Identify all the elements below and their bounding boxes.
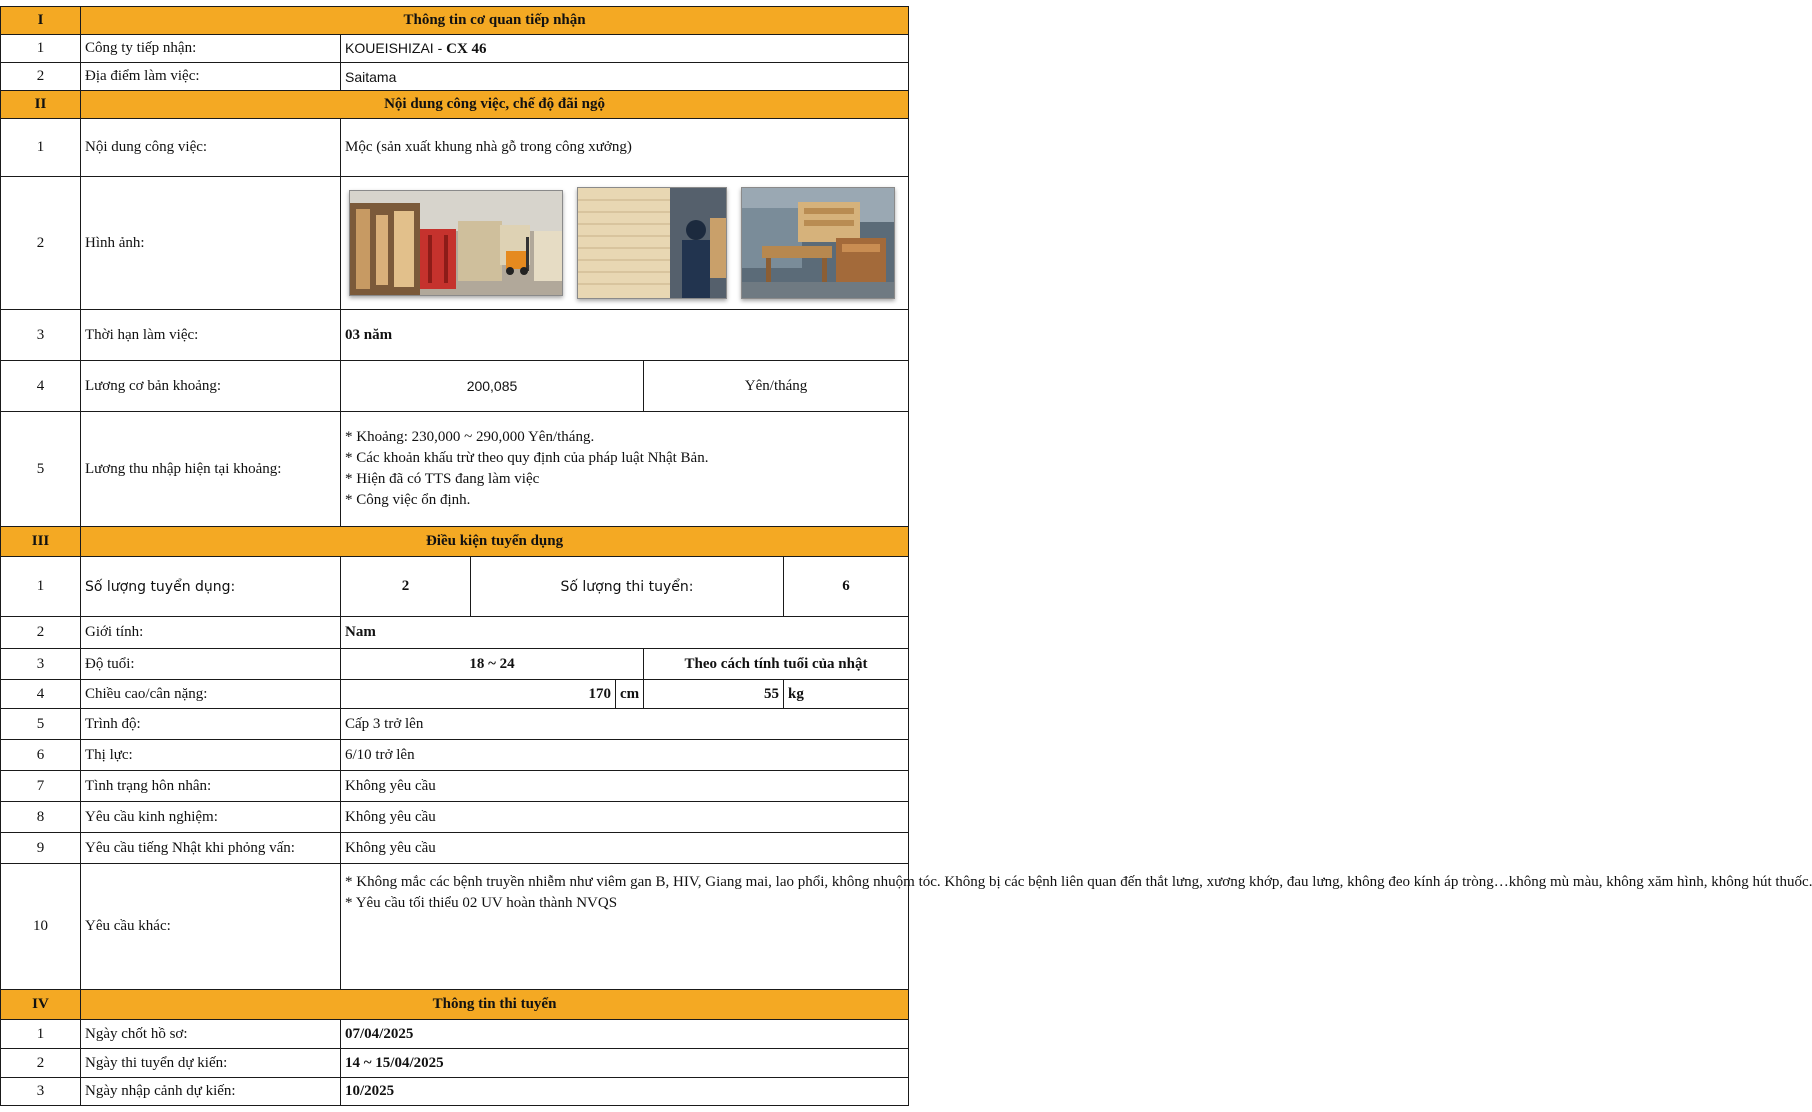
section-number: IV bbox=[1, 990, 81, 1020]
table-row bbox=[1, 680, 909, 709]
table-row bbox=[1, 119, 909, 177]
row-number: 7 bbox=[1, 771, 81, 802]
table-row bbox=[1, 864, 909, 990]
company-code: CX 46 bbox=[446, 40, 487, 57]
work-location-value: Saitama bbox=[341, 63, 909, 91]
row-label: Yêu cầu tiếng Nhật khi phỏng vấn: bbox=[81, 833, 341, 864]
row-number: 2 bbox=[1, 63, 81, 91]
weight-unit: kg bbox=[784, 680, 909, 709]
row-number: 3 bbox=[1, 649, 81, 680]
row-label: Tình trạng hôn nhân: bbox=[81, 771, 341, 802]
row-label: Độ tuổi: bbox=[81, 649, 341, 680]
company-value bbox=[341, 35, 909, 63]
income-details bbox=[341, 412, 909, 527]
table-row bbox=[1, 557, 909, 617]
other-requirements bbox=[341, 864, 1812, 990]
photo-strip bbox=[345, 187, 904, 299]
exam-count-value: 6 bbox=[784, 557, 909, 617]
section-header-4 bbox=[1, 990, 909, 1020]
woodshop-photo bbox=[741, 187, 895, 299]
table-row bbox=[1, 771, 909, 802]
table-row bbox=[1, 35, 909, 63]
row-label: Trình độ: bbox=[81, 709, 341, 740]
table-row bbox=[1, 1049, 909, 1078]
deadline-value: 07/04/2025 bbox=[341, 1020, 909, 1049]
factory-forklift-photo bbox=[349, 190, 563, 296]
row-label: Ngày thi tuyển dự kiến: bbox=[81, 1049, 341, 1078]
row-label: Số lượng tuyển dụng: bbox=[81, 557, 341, 617]
requirement-line: * Không mắc các bệnh truyền nhiễm như viêm gan B, HIV, Giang mai, lao phổi, không nhuộm tóc. Không bị các bệnh liên quan đến thắt lưng, xương khớp, đau lưng, không đeo kính áp tròng…không mù màu, không xăm hình, không hút thuốc. bbox=[345, 874, 1812, 890]
job-description-value: Mộc (sản xuất khung nhà gỗ trong công xưởng) bbox=[341, 119, 909, 177]
education-value: Cấp 3 trở lên bbox=[341, 709, 909, 740]
section-number: III bbox=[1, 527, 81, 557]
section-header-2 bbox=[1, 91, 909, 119]
exam-date-value: 14 ~ 15/04/2025 bbox=[341, 1049, 909, 1078]
section-title: Thông tin cơ quan tiếp nhận bbox=[81, 7, 909, 35]
vision-value: 6/10 trở lên bbox=[341, 740, 909, 771]
row-number: 2 bbox=[1, 617, 81, 649]
table-row bbox=[1, 649, 909, 680]
exam-count-label: Số lượng thi tuyển: bbox=[471, 557, 784, 617]
row-number: 1 bbox=[1, 35, 81, 63]
income-line: * Các khoản khấu trừ theo quy định của pháp luật Nhật Bản. bbox=[345, 450, 709, 466]
height-value: 170 bbox=[341, 680, 616, 709]
section-number: II bbox=[1, 91, 81, 119]
row-number: 2 bbox=[1, 177, 81, 310]
recruit-count-value: 2 bbox=[341, 557, 471, 617]
table-row bbox=[1, 617, 909, 649]
row-number: 5 bbox=[1, 709, 81, 740]
income-line: * Hiện đã có TTS đang làm việc bbox=[345, 471, 540, 487]
row-label: Chiều cao/cân nặng: bbox=[81, 680, 341, 709]
row-number: 4 bbox=[1, 361, 81, 412]
row-label: Địa điểm làm việc: bbox=[81, 63, 341, 91]
income-line: * Khoảng: 230,000 ~ 290,000 Yên/tháng. bbox=[345, 429, 595, 445]
table-row bbox=[1, 361, 909, 412]
japanese-value: Không yêu cầu bbox=[341, 833, 909, 864]
row-label: Ngày nhập cảnh dự kiến: bbox=[81, 1078, 341, 1106]
base-salary-value: 200,085 bbox=[341, 361, 644, 412]
row-number: 2 bbox=[1, 1049, 81, 1078]
table-row bbox=[1, 802, 909, 833]
gender-value: Nam bbox=[341, 617, 909, 649]
row-label: Ngày chốt hồ sơ: bbox=[81, 1020, 341, 1049]
section-title: Nội dung công việc, chế độ đãi ngộ bbox=[81, 91, 909, 119]
row-number: 3 bbox=[1, 310, 81, 361]
row-number: 10 bbox=[1, 864, 81, 990]
marital-value: Không yêu cầu bbox=[341, 771, 909, 802]
lumber-worker-photo bbox=[577, 187, 727, 299]
row-label: Giới tính: bbox=[81, 617, 341, 649]
experience-value: Không yêu cầu bbox=[341, 802, 909, 833]
income-line: * Công việc ổn định. bbox=[345, 492, 471, 508]
row-number: 3 bbox=[1, 1078, 81, 1106]
row-label: Yêu cầu khác: bbox=[81, 864, 341, 990]
duration-value: 03 năm bbox=[341, 310, 909, 361]
table-row bbox=[1, 740, 909, 771]
table-row bbox=[1, 1078, 909, 1106]
base-salary-unit: Yên/tháng bbox=[644, 361, 909, 412]
row-label: Hình ảnh: bbox=[81, 177, 341, 310]
row-label: Lương cơ bản khoảng: bbox=[81, 361, 341, 412]
row-label: Lương thu nhập hiện tại khoảng: bbox=[81, 412, 341, 527]
row-number: 1 bbox=[1, 557, 81, 617]
table-row bbox=[1, 310, 909, 361]
row-number: 1 bbox=[1, 1020, 81, 1049]
section-title: Thông tin thi tuyển bbox=[81, 990, 909, 1020]
row-number: 1 bbox=[1, 119, 81, 177]
company-name: KOUEISHIZAI - bbox=[345, 39, 447, 56]
job-info-table bbox=[0, 6, 1812, 1106]
row-label: Thị lực: bbox=[81, 740, 341, 771]
section-title: Điều kiện tuyển dụng bbox=[81, 527, 909, 557]
entry-date-value: 10/2025 bbox=[341, 1078, 909, 1106]
section-header-1 bbox=[1, 7, 909, 35]
weight-value: 55 bbox=[644, 680, 784, 709]
age-range-value: 18 ~ 24 bbox=[341, 649, 644, 680]
age-note: Theo cách tính tuổi của nhật bbox=[644, 649, 909, 680]
table-row bbox=[1, 412, 909, 527]
row-number: 5 bbox=[1, 412, 81, 527]
requirement-line: * Yêu cầu tối thiểu 02 UV hoàn thành NVQS bbox=[345, 895, 618, 911]
row-label: Thời hạn làm việc: bbox=[81, 310, 341, 361]
section-number: I bbox=[1, 7, 81, 35]
row-number: 9 bbox=[1, 833, 81, 864]
table-row bbox=[1, 833, 909, 864]
row-number: 4 bbox=[1, 680, 81, 709]
row-label: Nội dung công việc: bbox=[81, 119, 341, 177]
row-label: Yêu cầu kinh nghiệm: bbox=[81, 802, 341, 833]
row-label: Công ty tiếp nhận: bbox=[81, 35, 341, 63]
section-header-3 bbox=[1, 527, 909, 557]
table-row bbox=[1, 177, 909, 310]
table-row bbox=[1, 63, 909, 91]
table-row bbox=[1, 709, 909, 740]
height-unit: cm bbox=[616, 680, 644, 709]
table-row bbox=[1, 1020, 909, 1049]
row-number: 6 bbox=[1, 740, 81, 771]
images-cell bbox=[341, 177, 909, 310]
row-number: 8 bbox=[1, 802, 81, 833]
